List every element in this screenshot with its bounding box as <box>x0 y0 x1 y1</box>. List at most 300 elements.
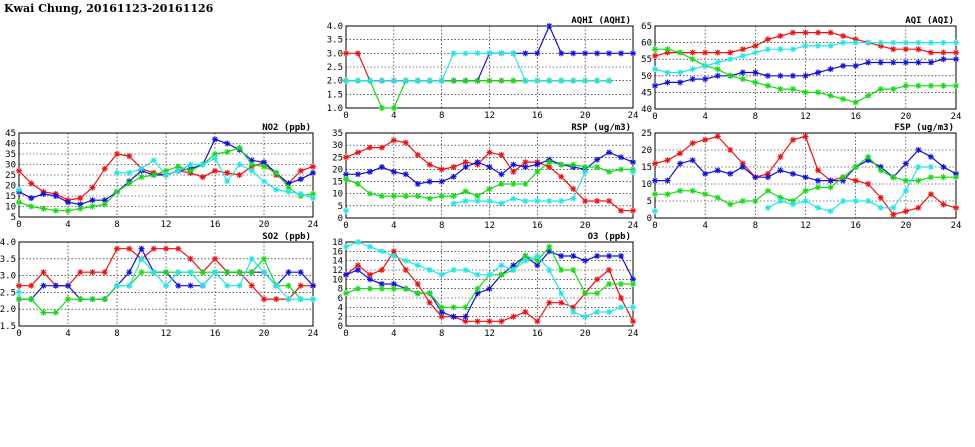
fsp-series-cyan-point <box>652 208 658 214</box>
no2-series-green-point <box>224 149 230 155</box>
fsp-y-tick-label: 0 <box>646 214 652 224</box>
so2-series-blue-point <box>286 269 292 275</box>
aqi-series-green-point <box>953 83 959 89</box>
aqi-series-red-point <box>727 50 733 56</box>
o3-series-green-point <box>463 304 469 310</box>
no2-series-cyan-point <box>261 178 267 184</box>
aqhi-series-cyan-point <box>546 78 552 84</box>
aqhi-y-tick-label: 2.5 <box>326 63 343 73</box>
o3-y-tick-label: 18 <box>332 238 343 248</box>
o3-series-green-point <box>355 286 361 292</box>
fsp-series-cyan-point <box>890 205 896 211</box>
aqi-series-red-point <box>915 46 921 52</box>
rsp-series-cyan-point <box>487 198 493 204</box>
no2-series-green-point <box>237 145 243 151</box>
fsp-series-cyan-point <box>803 198 809 204</box>
rsp-series-green-point <box>606 169 612 175</box>
o3-series-cyan-point <box>403 258 409 264</box>
aqhi-series-green-point <box>475 78 481 84</box>
o3-series-cyan-point <box>439 272 445 278</box>
aqhi-series-cyan-point <box>403 78 409 84</box>
aqi-series-green-point <box>727 73 733 79</box>
so2-series-blue-point <box>310 283 316 289</box>
fsp-y-tick-label: 25 <box>641 129 652 139</box>
page-title: Kwai Chung, 20161123-20161126 <box>4 2 214 15</box>
o3-panel-title: O3 (ppb) <box>587 232 631 242</box>
o3-series-green-point <box>367 286 373 292</box>
aqi-series-green-point <box>777 86 783 92</box>
fsp-series-green-point <box>815 184 821 190</box>
fsp-series-green-point <box>840 174 846 180</box>
aqhi-series-red-point <box>343 50 349 56</box>
fsp-series-green-point <box>853 164 859 170</box>
rsp-series-red-point <box>367 145 373 151</box>
aqi-series-red-point <box>752 43 758 49</box>
no2-series-red-point <box>224 170 230 176</box>
o3-series-cyan-point <box>558 290 564 296</box>
no2-series-blue-point <box>90 197 96 203</box>
fsp-series-cyan-point <box>765 205 771 211</box>
fsp-series-green-point <box>677 188 683 194</box>
fsp-series-blue-point <box>727 171 733 177</box>
no2-series-green-point <box>249 162 255 168</box>
fsp-x-tick-label: 16 <box>850 221 862 231</box>
fsp-series-green-point <box>652 191 658 197</box>
o3-series-red-point <box>510 314 516 320</box>
rsp-series-blue-point <box>379 164 385 170</box>
o3-series-cyan-point <box>570 309 576 315</box>
so2-series-green-point <box>249 269 255 275</box>
rsp-series-green-point <box>498 181 504 187</box>
aqhi-series-green-point <box>487 78 493 84</box>
no2-series-blue-point <box>212 136 218 142</box>
fsp-y-tick-label: 15 <box>641 163 652 173</box>
rsp-series-green-point <box>367 191 373 197</box>
fsp-series-blue-point <box>777 167 783 173</box>
aqi-series-blue-point <box>828 66 834 72</box>
aqhi-series-blue-point <box>594 50 600 56</box>
fsp-series-green-point <box>765 188 771 194</box>
fsp-series-red-point <box>727 147 733 153</box>
so2-x-tick-label: 8 <box>114 329 120 339</box>
no2-series-green-point <box>28 204 34 210</box>
no2-series-cyan-point <box>163 172 169 178</box>
fsp-series-blue-point <box>940 164 946 170</box>
rsp-series-cyan-point <box>582 169 588 175</box>
no2-series-red-point <box>90 185 96 191</box>
fsp-y-tick-label: 10 <box>641 180 652 190</box>
rsp-series-blue-point <box>475 159 481 165</box>
aqi-series-green-point <box>690 56 696 62</box>
rsp-series-blue-point <box>498 171 504 177</box>
o3-series-cyan-point <box>367 244 373 250</box>
rsp-series-red-point <box>427 162 433 168</box>
aqi-series-blue-point <box>940 56 946 62</box>
o3-y-tick-label: 10 <box>332 275 343 286</box>
aqi-series-blue-point <box>790 73 796 79</box>
rsp-series-cyan-point <box>570 196 576 202</box>
aqi-series-red-point <box>765 36 771 42</box>
no2-series-blue-point <box>53 193 59 199</box>
aqi-series-green-point <box>677 50 683 56</box>
no2-series-cyan-point <box>298 191 304 197</box>
no2-x-tick-label: 12 <box>160 220 172 230</box>
rsp-series-green-point <box>510 181 516 187</box>
fsp-series-green-point <box>915 178 921 184</box>
rsp-series-red-point <box>594 198 600 204</box>
so2-series-red-point <box>249 283 255 289</box>
rsp-series-green-point <box>451 193 457 199</box>
o3-series-blue-point <box>487 286 493 292</box>
aqi-y-tick-label: 60 <box>641 38 652 49</box>
aqhi-series-green-point <box>391 105 397 111</box>
o3-y-tick-label: 0 <box>337 322 343 332</box>
aqhi-series-cyan-point <box>451 50 457 56</box>
so2-series-red-point <box>298 283 304 289</box>
rsp-series-red-point <box>618 208 624 214</box>
fsp-series-red-point <box>903 208 909 214</box>
o3-y-tick-label: 6 <box>337 294 343 304</box>
fsp-series-green-point <box>828 184 834 190</box>
fsp-series-cyan-point <box>815 205 821 211</box>
fsp-series-blue-point <box>752 174 758 180</box>
fsp-series-red-point <box>715 133 721 139</box>
o3-series-cyan-point <box>582 314 588 320</box>
so2-y-tick-label: 2.5 <box>0 288 16 299</box>
aqi-series-green-point <box>840 96 846 102</box>
no2-y-tick-label: 10 <box>5 202 16 213</box>
no2-series-green-point <box>114 189 120 195</box>
rsp-series-red-point <box>451 164 457 170</box>
rsp-series-blue-point <box>522 164 528 170</box>
aqhi-series-blue-point <box>570 50 576 56</box>
so2-series-cyan-point <box>175 269 181 275</box>
fsp-y-tick-label: 20 <box>641 146 652 156</box>
o3-series-cyan-point <box>427 267 433 273</box>
aqi-series-green-point <box>790 86 796 92</box>
rsp-x-tick-label: 16 <box>531 221 543 231</box>
so2-series-red-point <box>188 256 194 262</box>
fsp-series-red-point <box>702 137 708 143</box>
o3-series-red-point <box>427 300 433 306</box>
aqi-series-green-point <box>740 76 746 82</box>
aqi-series-red-point <box>828 30 834 36</box>
fsp-x-tick-label: 20 <box>900 221 912 231</box>
no2-series-cyan-point <box>249 168 255 174</box>
aqi-series-blue-point <box>690 76 696 82</box>
o3-series-blue-point <box>606 253 612 259</box>
aqi-series-blue-point <box>740 69 746 75</box>
rsp-series-green-point <box>570 162 576 168</box>
so2-series-cyan-point <box>237 283 243 289</box>
aqi-series-cyan-point <box>740 53 746 59</box>
aqhi-x-tick-label: 24 <box>627 111 639 121</box>
so2-series-red-point <box>163 246 169 252</box>
aqi-series-blue-point <box>665 79 671 85</box>
aqi-series-cyan-point <box>702 63 708 69</box>
o3-series-green-point <box>343 290 349 296</box>
aqi-y-tick-label: 45 <box>641 88 652 99</box>
no2-y-tick-label: 5 <box>10 213 16 223</box>
aqi-x-tick-label: 0 <box>652 112 658 122</box>
fsp-series-cyan-point <box>865 198 871 204</box>
fsp-series-red-point <box>928 191 934 197</box>
o3-series-cyan-point <box>463 267 469 273</box>
o3-series-green-point <box>415 290 421 296</box>
fsp-x-tick-label: 4 <box>702 221 708 231</box>
aqhi-x-tick-label: 0 <box>343 111 349 121</box>
rsp-y-tick-label: 0 <box>337 214 343 224</box>
aqi-series-blue-point <box>890 60 896 66</box>
so2-series-blue-point <box>175 283 181 289</box>
rsp-series-red-point <box>558 174 564 180</box>
no2-series-green-point <box>139 174 145 180</box>
aqi-x-tick-label: 8 <box>752 112 759 122</box>
aqi-series-blue-point <box>715 73 721 79</box>
no2-series-blue-point <box>310 170 316 176</box>
no2-series-green-point <box>273 170 279 176</box>
fsp-series-blue-point <box>928 154 934 160</box>
o3-x-tick-label: 0 <box>343 329 349 339</box>
aqi-series-cyan-point <box>765 46 771 52</box>
rsp-series-green-point <box>391 193 397 199</box>
rsp-series-cyan-point <box>558 198 564 204</box>
aqhi-series-cyan-point <box>379 78 385 84</box>
fsp-series-blue-point <box>665 178 671 184</box>
aqi-series-green-point <box>903 83 909 89</box>
fsp-series-green-point <box>928 174 934 180</box>
aqhi-series-cyan-point <box>463 50 469 56</box>
o3-series-cyan-point <box>379 248 385 254</box>
so2-series-red-point <box>90 269 96 275</box>
fsp-series-cyan-point <box>777 198 783 204</box>
so2-panel-title: SO2 (ppb) <box>262 232 311 242</box>
fsp-series-red-point <box>865 181 871 187</box>
aqi-series-cyan-point <box>953 40 959 46</box>
no2-series-green-point <box>77 206 83 212</box>
no2-series-red-point <box>310 164 316 170</box>
fsp-series-blue-point <box>765 174 771 180</box>
fsp-series-blue-point <box>915 147 921 153</box>
o3-x-tick-label: 4 <box>391 329 397 339</box>
fsp-series-blue-point <box>740 164 746 170</box>
no2-series-green-point <box>261 164 267 170</box>
o3-series-green-point <box>427 290 433 296</box>
so2-series-green-point <box>163 269 169 275</box>
fsp-series-blue-point <box>690 157 696 163</box>
rsp-series-red-point <box>391 137 397 143</box>
aqi-series-green-point <box>915 83 921 89</box>
no2-y-tick-label: 35 <box>5 150 16 160</box>
o3-x-tick-label: 12 <box>484 329 495 339</box>
no2-series-blue-point <box>224 141 230 147</box>
no2-series-blue-point <box>65 199 71 205</box>
aqi-series-cyan-point <box>677 69 683 75</box>
aqi-series-cyan-point <box>878 40 884 46</box>
rsp-series-cyan-point <box>510 196 516 202</box>
so2-series-cyan-point <box>188 269 194 275</box>
aqi-series-cyan-point <box>803 43 809 49</box>
aqi-y-tick-label: 65 <box>641 22 652 32</box>
no2-panel-title: NO2 (ppb) <box>262 123 311 133</box>
aqi-series-blue-point <box>765 73 771 79</box>
so2-series-blue-point <box>41 283 47 289</box>
aqi-series-green-point <box>878 86 884 92</box>
no2-x-tick-label: 24 <box>307 220 319 230</box>
o3-series-cyan-point <box>415 262 421 268</box>
aqi-y-tick-label: 40 <box>641 105 652 115</box>
aqi-series-green-point <box>815 89 821 95</box>
rsp-series-red-point <box>487 149 493 155</box>
aqhi-series-cyan-point <box>475 50 481 56</box>
aqi-series-blue-point <box>915 60 921 66</box>
rsp-x-tick-label: 8 <box>438 221 445 231</box>
fsp-series-red-point <box>815 167 821 173</box>
no2-series-green-point <box>90 204 96 210</box>
no2-series-cyan-point <box>151 157 157 163</box>
aqhi-series-cyan-point <box>582 78 588 84</box>
fsp-series-red-point <box>953 205 959 211</box>
aqhi-series-cyan-point <box>570 78 576 84</box>
rsp-series-red-point <box>439 166 445 172</box>
fsp-series-cyan-point <box>840 198 846 204</box>
o3-series-green-point <box>582 290 588 296</box>
rsp-y-tick-label: 15 <box>332 177 343 188</box>
aqi-series-blue-point <box>803 73 809 79</box>
so2-series-cyan-point <box>163 283 169 289</box>
fsp-series-green-point <box>903 178 909 184</box>
so2-series-red-point <box>273 296 279 302</box>
no2-series-cyan-point <box>224 178 230 184</box>
o3-series-green-point <box>475 286 481 292</box>
no2-series-red-point <box>200 174 206 180</box>
so2-series-red-point <box>114 246 120 252</box>
so2-series-red-point <box>175 246 181 252</box>
so2-x-tick-label: 16 <box>209 329 221 339</box>
o3-series-cyan-point <box>522 258 528 264</box>
aqhi-series-green-point <box>379 105 385 111</box>
o3-series-blue-point <box>618 253 624 259</box>
o3-series-blue-point <box>463 314 469 320</box>
rsp-series-green-point <box>522 181 528 187</box>
aqi-series-red-point <box>940 50 946 56</box>
aqi-series-cyan-point <box>752 50 758 56</box>
o3-series-cyan-point <box>451 267 457 273</box>
fsp-x-tick-label: 8 <box>752 221 759 231</box>
so2-series-blue-point <box>188 283 194 289</box>
rsp-series-green-point <box>558 162 564 168</box>
aqi-series-blue-point <box>777 73 783 79</box>
o3-series-red-point <box>594 276 600 282</box>
no2-series-green-point <box>102 201 108 207</box>
so2-series-green-point <box>41 310 47 316</box>
fsp-series-blue-point <box>652 178 658 184</box>
no2-y-tick-label: 15 <box>5 192 16 202</box>
no2-series-green-point <box>41 206 47 212</box>
o3-series-cyan-point <box>630 304 636 310</box>
rsp-panel-title: RSP (ug/m3) <box>571 123 631 133</box>
rsp-x-tick-label: 24 <box>627 221 639 231</box>
no2-x-tick-label: 8 <box>114 220 120 230</box>
no2-series-green-point <box>126 180 132 186</box>
rsp-series-blue-point <box>510 162 516 168</box>
so2-series-cyan-point <box>114 283 120 289</box>
o3-series-blue-point <box>558 253 564 259</box>
aqi-series-blue-point <box>677 79 683 85</box>
o3-series-blue-point <box>570 253 576 259</box>
rsp-series-green-point <box>534 169 540 175</box>
so2-x-tick-label: 0 <box>16 329 22 339</box>
rsp-series-red-point <box>343 154 349 160</box>
aqhi-x-tick-label: 4 <box>391 111 397 121</box>
rsp-y-tick-label: 5 <box>337 201 343 212</box>
aqhi-series-cyan-point <box>606 78 612 84</box>
fsp-series-blue-point <box>702 171 708 177</box>
so2-series-cyan-point <box>212 269 218 275</box>
o3-series-cyan-point <box>475 272 481 278</box>
no2-series-green-point <box>65 208 71 214</box>
so2-series-red-point <box>41 269 47 275</box>
no2-series-red-point <box>237 172 243 178</box>
rsp-series-cyan-point <box>522 198 528 204</box>
o3-series-green-point <box>570 267 576 273</box>
no2-series-cyan-point <box>286 189 292 195</box>
aqhi-x-tick-label: 20 <box>579 111 591 121</box>
rsp-x-tick-label: 4 <box>391 221 397 231</box>
aqhi-series-cyan-point <box>391 78 397 84</box>
fsp-series-blue-point <box>903 161 909 167</box>
no2-x-tick-label: 16 <box>209 220 221 230</box>
rsp-series-green-point <box>594 164 600 170</box>
so2-series-blue-point <box>126 269 132 275</box>
o3-y-tick-label: 4 <box>337 303 343 314</box>
aqhi-series-cyan-point <box>343 78 349 84</box>
aqi-series-red-point <box>740 46 746 52</box>
aqi-series-red-point <box>652 53 658 59</box>
fsp-series-blue-point <box>790 171 796 177</box>
rsp-y-tick-label: 25 <box>332 153 343 164</box>
fsp-series-red-point <box>915 205 921 211</box>
aqhi-x-tick-label: 16 <box>531 111 543 121</box>
rsp-series-cyan-point <box>546 198 552 204</box>
aqi-series-cyan-point <box>777 46 783 52</box>
rsp-series-red-point <box>498 152 504 158</box>
o3-y-tick-label: 8 <box>337 284 343 295</box>
aqi-x-tick-label: 4 <box>702 112 708 122</box>
so2-series-green-point <box>261 256 267 262</box>
aqi-series-green-point <box>665 46 671 52</box>
fsp-series-cyan-point <box>828 208 834 214</box>
no2-x-tick-label: 0 <box>16 220 22 230</box>
fsp-series-red-point <box>665 157 671 163</box>
fsp-series-red-point <box>677 150 683 156</box>
aqhi-series-cyan-point <box>594 78 600 84</box>
rsp-series-blue-point <box>391 169 397 175</box>
fsp-series-green-point <box>940 174 946 180</box>
fsp-series-red-point <box>878 195 884 201</box>
aqhi-series-green-point <box>510 78 516 84</box>
so2-series-red-point <box>28 283 34 289</box>
so2-x-tick-label: 20 <box>258 329 270 339</box>
o3-series-green-point <box>606 281 612 287</box>
rsp-series-green-point <box>355 181 361 187</box>
rsp-series-red-point <box>379 145 385 151</box>
aqi-series-green-point <box>940 83 946 89</box>
fsp-series-red-point <box>803 133 809 139</box>
no2-series-cyan-point <box>237 162 243 168</box>
aqi-series-red-point <box>777 33 783 39</box>
aqhi-series-cyan-point <box>355 78 361 84</box>
